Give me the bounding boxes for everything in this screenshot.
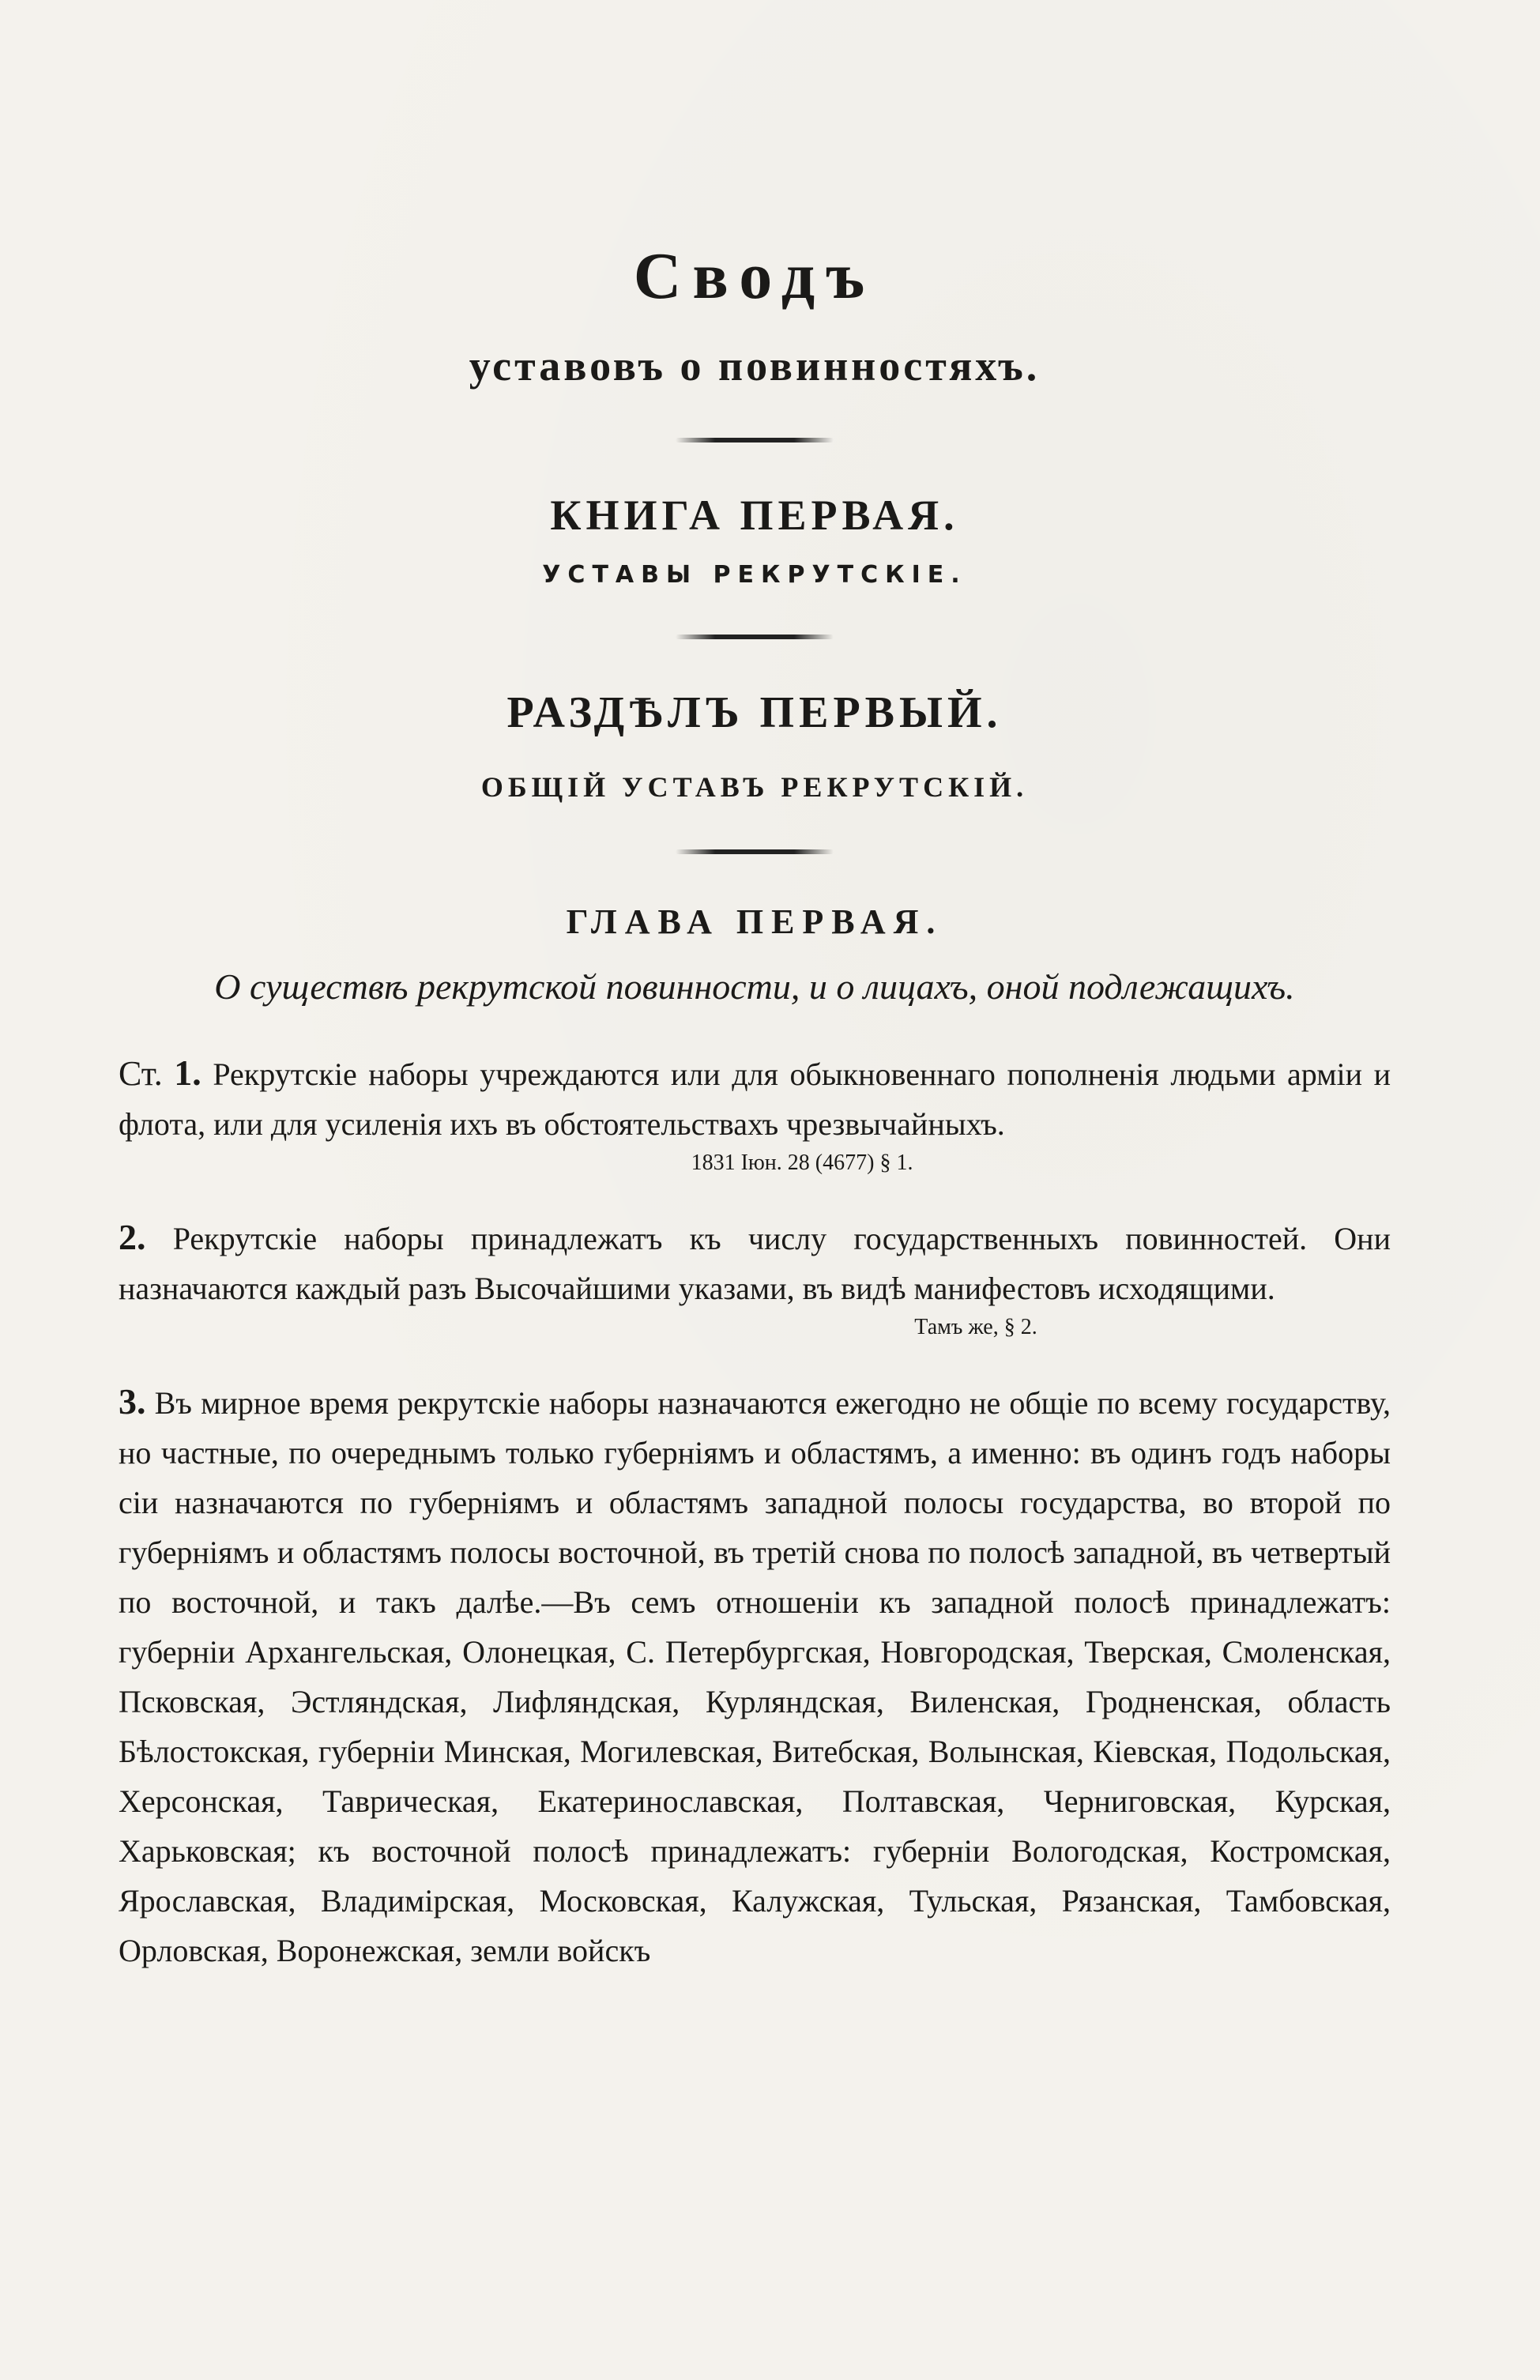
article-lead: Ст. [119, 1054, 163, 1093]
book-subtitle: УСТАВЫ РЕКРУТСКІЕ. [542, 561, 967, 589]
section-subtitle: ОБЩІЙ УСТАВЪ РЕКРУТСКІЙ. [480, 771, 1029, 803]
section-title: РАЗДѢЛЪ ПЕРВЫЙ. [506, 688, 1003, 737]
article-text: Рекрутскіе наборы принадлежатъ къ числу государственныхъ повинностей. Они назначаются каждый разъ Высочайшими указами, въ видѣ манифестовъ исходящими. [119, 1221, 1391, 1306]
document-title: Сводъ [633, 239, 876, 313]
chapter-heading: О существѣ рекрутской повинности, и о лицахъ, оной подлежащихъ. [214, 966, 1295, 1007]
article-number: 3. [119, 1381, 146, 1422]
divider-rule [676, 438, 834, 442]
article-text: Въ мирное время рекрутскіе наборы назначаются ежегодно не общіе по всему государству, но частные, по очереднымъ только губерніямъ и областямъ, а именно: въ одинъ годъ наборы сіи назначаются по губерніямъ и областямъ западной полосы государства, во второй по губерніямъ и областямъ полосы восточной, въ третій снова по полосѣ западной, въ четвертый по восточной, и такъ далѣе.—Въ семъ отношеніи къ западной полосѣ принадлежатъ: губерніи Архангельская, Олонецкая, С. Петербургская, Новгородская, Тверская, Смоленская, Псковская, Эстляндская, Лифляндская, Курляндская, Виленская, Гродненская, область Бѣлостокская, губерніи Минская, Могилевская, Витебская, Волынская, Кіевская, Подольская, Херсонская, Таврическая, Екатеринославская, Полтавская, Черниговская, Курская, Харьковская; къ восточной полосѣ принадлежатъ: губерніи Вологодская, Костромская, Ярославская, Владимірская, Московская, Калужская, Тульская, Рязанская, Тамбовская, Орловская, Воронежская, земли войскъ [119, 1385, 1391, 1968]
article [119, 1376, 1391, 1975]
article-number: 1. [174, 1053, 201, 1093]
divider-rule [676, 849, 834, 854]
article [119, 1212, 1391, 1313]
article-number: 2. [119, 1217, 146, 1257]
document-subtitle: уставовъ о повинностяхъ. [469, 342, 1041, 390]
article-citation: 1831 Іюн. 28 (4677) § 1. [691, 1150, 913, 1175]
page-content [119, 237, 1391, 1975]
article-text: Рекрутскіе наборы учреждаются или для обыкновеннаго пополненія людьми арміи и флота, или для усиленія ихъ въ обстоятельствахъ чрезвычайныхъ. [119, 1056, 1391, 1142]
book-title: КНИГА ПЕРВАЯ. [550, 491, 959, 539]
chapter-title: ГЛАВА ПЕРВАЯ. [566, 902, 943, 941]
article [119, 1048, 1391, 1149]
divider-rule [676, 635, 834, 639]
article-citation: Тамъ же, § 2. [914, 1315, 1037, 1339]
